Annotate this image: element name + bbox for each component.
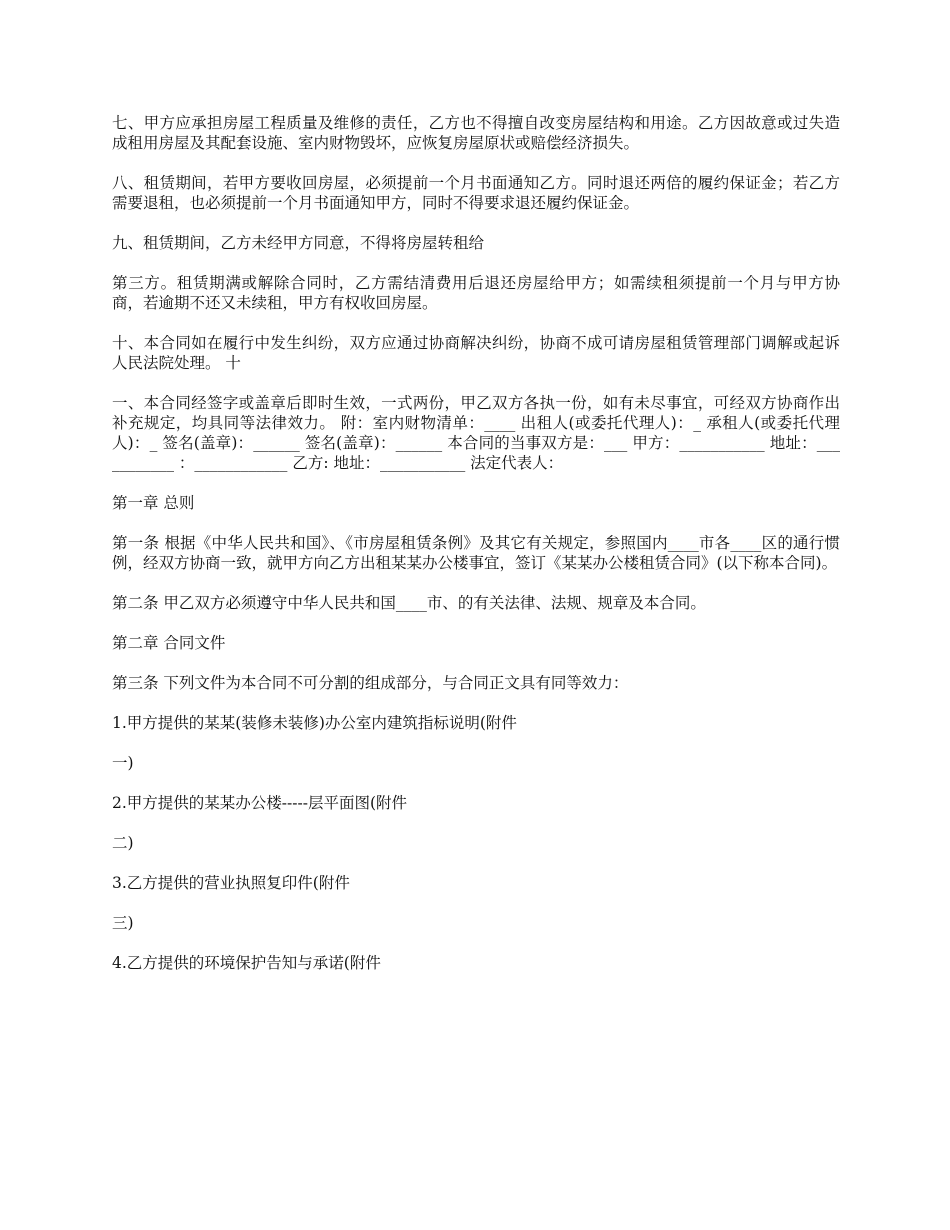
- article-three-paragraph: 第三条 下列文件为本合同不可分割的组成部分，与合同正文具有同等效力：: [112, 674, 629, 692]
- clause-ten-paragraph: 十、本合同如在履行中发生纠纷，双方应通过协商解决纠纷，协商不成可请房屋租赁管理部门调解或起诉人民法院处理。 十: [112, 334, 840, 372]
- article-two-paragraph: 第二条 甲乙双方必须遵守中华人民共和国____市、的有关法律、法规、规章及本合同。: [112, 594, 706, 612]
- list-item-one-suffix: 一): [112, 754, 134, 772]
- clause-eight-paragraph: 八、租赁期间，若甲方要收回房屋，必须提前一个月书面通知乙方。同时退还两倍的履约保证金；若乙方需要退租，也必须提前一个月书面通知甲方，同时不得要求退还履约保证金。: [112, 174, 840, 212]
- list-item-three-suffix: 三): [112, 914, 134, 932]
- chapter-one-heading: 第一章 总则: [112, 494, 195, 512]
- list-item-three: 3.乙方提供的营业执照复印件(附件: [112, 874, 350, 892]
- clause-nine-continued-paragraph: 第三方。租赁期满或解除合同时，乙方需结清费用后退还房屋给甲方；如需续租须提前一个月与甲方协商，若逾期不还又未续租，甲方有权收回房屋。: [112, 274, 840, 312]
- article-one-paragraph: 第一条 根据《中华人民共和国》、《市房屋租赁条例》及其它有关规定，参照国内____市各____区的通行惯例，经双方协商一致，就甲方向乙方出租某某办公楼事宜，签订《某某办公楼租赁合同》(以下称本合同)。: [112, 534, 840, 572]
- list-item-two-suffix: 二): [112, 834, 134, 852]
- clause-nine-paragraph: 九、租赁期间，乙方未经甲方同意，不得将房屋转租给: [112, 234, 485, 252]
- clause-eleven-signature-paragraph: 一、本合同经签字或盖章后即时生效，一式两份，甲乙双方各执一份，如有未尽事宜，可经双方协商作出补充规定，均具同等法律效力。 附：室内财物清单：____ 出租人(或委托代理人)：_ 承租人(或委托代理人)：_ 签名(盖章)：______ 签名(盖章)：______ 本合同的当事双方是：___ 甲方：___________ 地址：___________ ：____________ 乙方: 地址：___________ 法定代表人：: [112, 394, 840, 472]
- clause-seven-paragraph: 七、甲方应承担房屋工程质量及维修的责任，乙方也不得擅自改变房屋结构和用途。乙方因故意或过失造成租用房屋及其配套设施、室内财物毁坏，应恢复房屋原状或赔偿经济损失。: [112, 114, 840, 152]
- list-item-two: 2.甲方提供的某某办公楼-----层平面图(附件: [112, 794, 408, 812]
- list-item-one: 1.甲方提供的某某(装修未装修)办公室内建筑指标说明(附件: [112, 714, 517, 732]
- list-item-four: 4.乙方提供的环境保护告知与承诺(附件: [112, 954, 381, 972]
- document-page: [112, 113, 840, 993]
- chapter-two-heading: 第二章 合同文件: [112, 634, 226, 652]
